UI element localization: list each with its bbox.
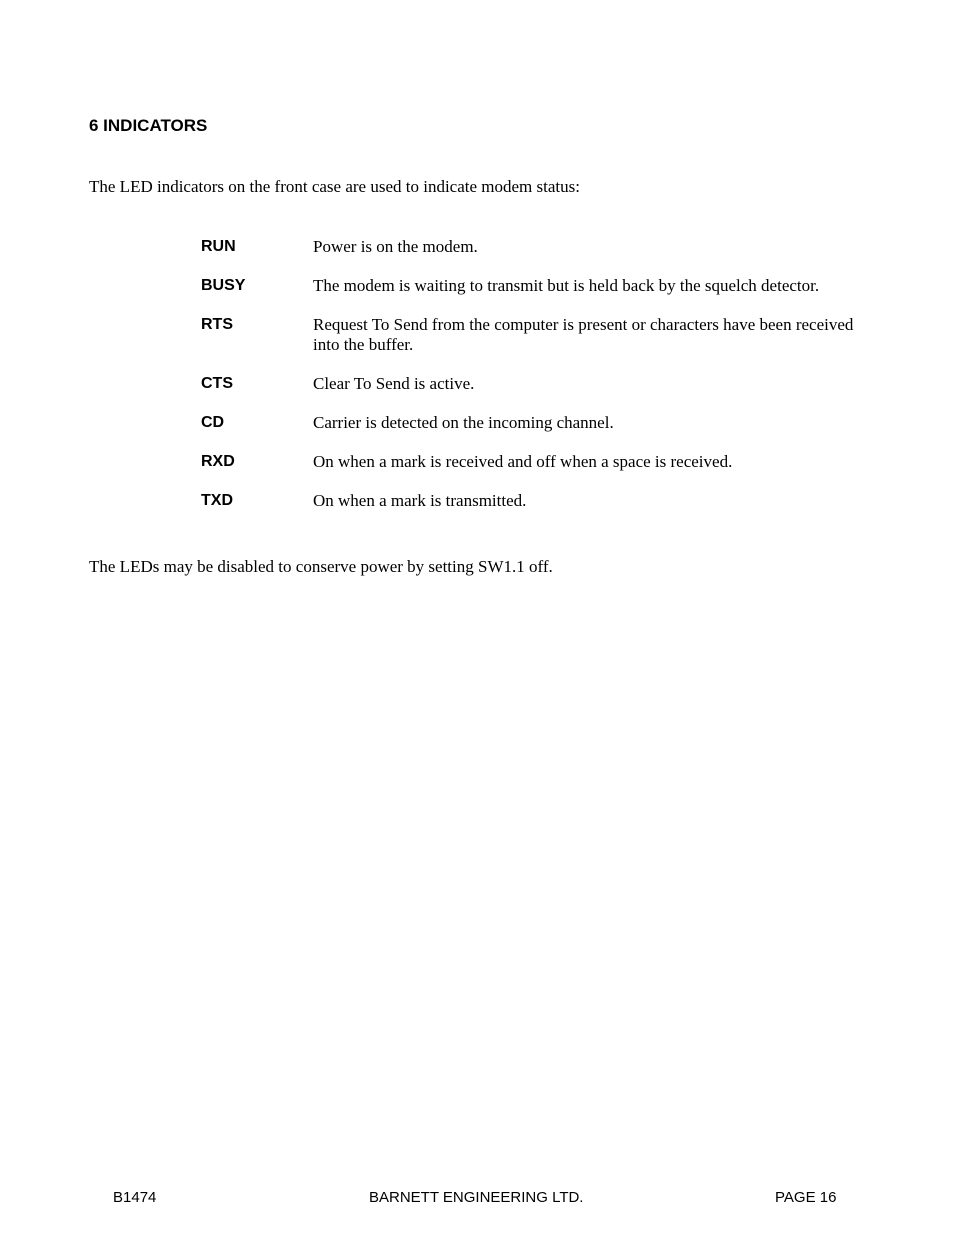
section-heading: 6 INDICATORS [89, 116, 208, 135]
indicator-description: On when a mark is received and off when a space is received. [313, 452, 733, 471]
indicator-row-busy [201, 276, 901, 296]
footer-page-number: PAGE 16 [775, 1189, 837, 1206]
indicator-name: RXD [201, 453, 235, 470]
indicator-description: Power is on the modem. [313, 237, 478, 256]
indicator-row-txd [201, 491, 901, 511]
indicator-name: CD [201, 414, 225, 431]
indicator-name: BUSY [201, 277, 246, 294]
indicator-row-run [201, 237, 901, 257]
indicator-name: RUN [201, 238, 236, 255]
footer-doc-id: B1474 [113, 1189, 157, 1206]
indicator-name: RTS [201, 316, 233, 333]
indicator-row-cts [201, 374, 901, 394]
indicator-name: CTS [201, 375, 233, 392]
indicator-description: Clear To Send is active. [313, 374, 475, 393]
indicator-row-rts [201, 315, 901, 355]
indicator-name: TXD [201, 492, 233, 509]
indicator-description: On when a mark is transmitted. [313, 491, 527, 510]
indicator-description: The modem is waiting to transmit but is held back by the squelch detector. [313, 276, 820, 295]
indicator-list [201, 237, 901, 530]
indicator-row-rxd [201, 452, 901, 472]
indicator-description: Request To Send from the computer is present or characters have been received into the buffer. [313, 315, 854, 354]
indicator-description: Carrier is detected on the incoming channel. [313, 413, 614, 432]
outro-paragraph: The LEDs may be disabled to conserve power by setting SW1.1 off. [89, 557, 553, 576]
indicator-row-cd [201, 413, 901, 433]
intro-paragraph: The LED indicators on the front case are used to indicate modem status: [89, 177, 580, 196]
footer-company: BARNETT ENGINEERING LTD. [369, 1189, 584, 1206]
